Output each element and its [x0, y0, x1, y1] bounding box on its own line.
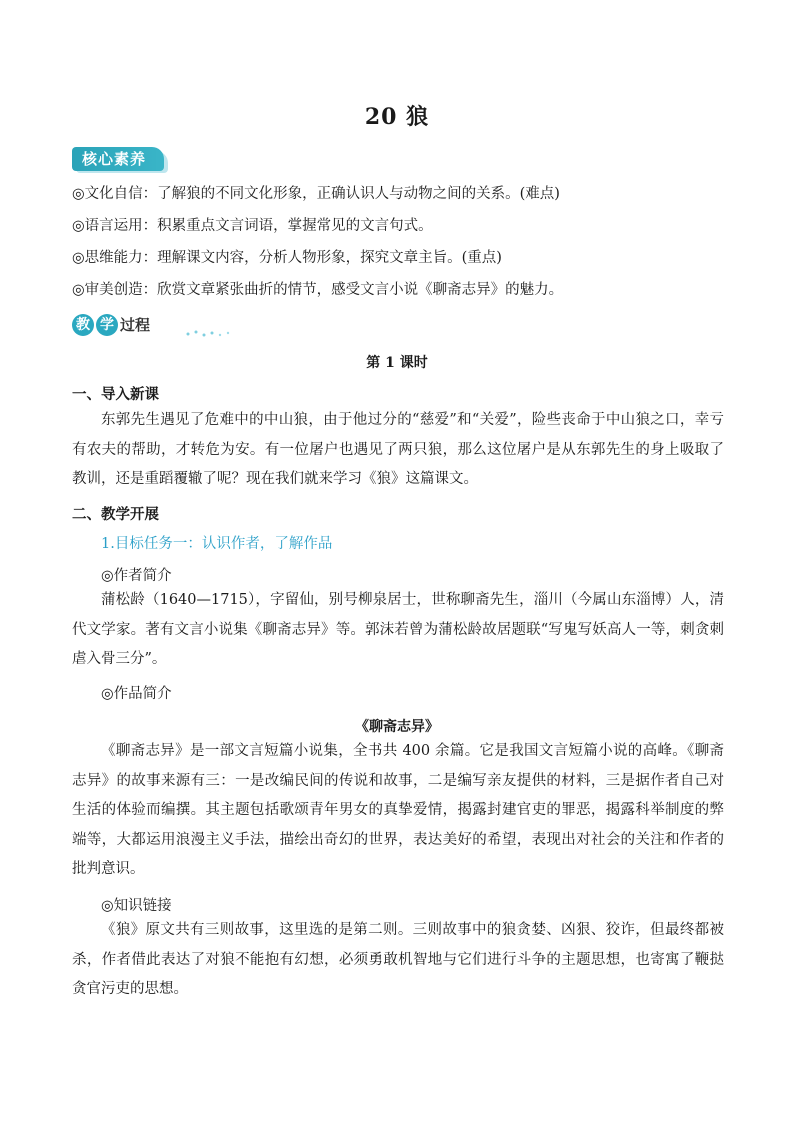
core-competency-badge [72, 147, 170, 171]
knowledge-link-text: 《狼》原文共有三则故事，这里选的是第二则。三则故事中的狼贪婪、凶狠、狡诈，但最终都被杀，作者借此表达了对狼不能抱有幻想，必须勇敢机智地与它们进行斗争的主题思想，也寄寓了鞭挞贪官污吏的思想。 [72, 922, 724, 997]
work-label: ◎作品简介 [101, 686, 172, 702]
badge-char-2: 学 [96, 314, 118, 336]
badge-rest-label: 过程 [120, 316, 151, 334]
knowledge-link-label: ◎知识链接 [101, 898, 172, 914]
section-1-text: 东郭先生遇见了危难中的中山狼，由于他过分的“慈爱”和“关爱”，险些丧命于中山狼之口，幸亏有农夫的帮助，才转危为安。有一位屠户也遇见了两只狼，那么这位屠户是从东郭先生的身上吸取了教训，还是重蹈覆辙了呢？现在我们就来学习《狼》这篇课文。 [72, 412, 724, 487]
task-1-title: 1.目标任务一：认识作者，了解作品 [101, 536, 333, 552]
work-text: 《聊斋志异》是一部文言短篇小说集，全书共 400 余篇。它是我国文言短篇小说的高峰。《聊斋志异》的故事来源有三：一是改编民间的传说和故事，二是编写亲友提供的材料，三是据作者自己对生活的体验而编撰。其主题包括歌颂青年男女的真挚爱情，揭露封建官吏的罪恶，揭露科举制度的弊端等，大都运用浪漫主义手法，描绘出奇幻的世界，表达美好的希望，表现出对社会的关注和作者的批判意识。 [72, 743, 724, 877]
author-label: ◎作者简介 [101, 568, 172, 584]
author-text: 蒲松龄（1640—1715），字留仙，别号柳泉居士，世称聊斋先生，淄川（今属山东淄博）人，清代文学家。著有文言小说集《聊斋志异》等。郭沫若曾为蒲松龄故居题联“写鬼写妖高人一等，刺贪刺虐入骨三分”。 [72, 592, 724, 667]
badge-label: 核心素养 [82, 150, 147, 168]
page-title: 20 狼 [364, 104, 430, 130]
competency-4: ◎审美创造：欣赏文章紧张曲折的情节，感受文言小说《聊斋志异》的魅力。 [72, 282, 564, 298]
decorative-dots-icon [184, 328, 244, 338]
competency-1: ◎文化自信：了解狼的不同文化形象，正确认识人与动物之间的关系。(难点) [72, 186, 560, 202]
badge-char-1: 教 [72, 314, 94, 336]
competency-3: ◎思维能力：理解课文内容，分析人物形象，探究文章主旨。(重点) [72, 250, 502, 266]
lesson-title: 第 1 课时 [366, 355, 428, 371]
section-1-heading: 一、导入新课 [72, 387, 159, 403]
work-title: 《聊斋志异》 [355, 719, 439, 735]
competency-2: ◎语言运用：积累重点文言词语，掌握常见的文言句式。 [72, 218, 433, 234]
section-2-heading: 二、教学开展 [72, 507, 159, 523]
teaching-process-badge [72, 312, 192, 338]
